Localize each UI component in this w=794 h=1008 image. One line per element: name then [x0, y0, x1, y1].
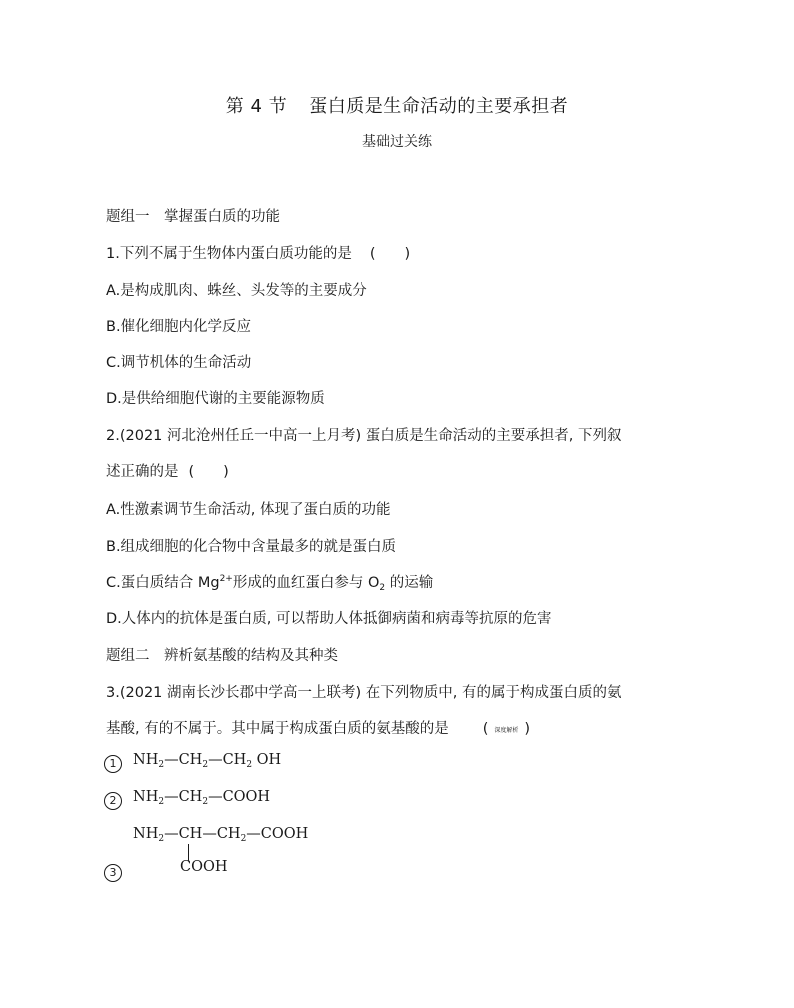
formula-part: —CH: [164, 789, 203, 805]
formula-subscript: 2: [240, 834, 247, 844]
q2-option-c-part3: 的运输: [385, 575, 434, 591]
question-2-stem-line1: 2.(2021 河北沧州任丘一中高一上月考) 蛋白质是生命活动的主要承担者, 下列叙: [106, 428, 622, 444]
question-2-stem-line2: [106, 460, 229, 481]
formula-part: —CH: [164, 752, 203, 768]
question-2-text: 述正确的是: [106, 464, 179, 480]
question-1-stem: [106, 242, 410, 263]
formula-3-branch: COOH: [180, 859, 228, 875]
group-2-heading: 题组二 辨析氨基酸的结构及其种类: [106, 648, 338, 664]
q2-option-c[interactable]: [106, 571, 433, 592]
formula-part: NH: [133, 752, 159, 768]
formula-subscript: 2: [158, 760, 165, 770]
formula-subscript: 2: [202, 760, 209, 770]
answer-bracket: ( ): [188, 464, 229, 480]
group-1-heading: 题组一 掌握蛋白质的功能: [106, 209, 280, 225]
formula-3-main: [133, 826, 308, 842]
answer-bracket: ( ): [369, 246, 411, 262]
item-number-1: 1: [104, 755, 122, 773]
formula-part: —CH—CH: [164, 826, 241, 842]
formula-subscript: 2: [202, 797, 209, 807]
formula-part: NH: [133, 826, 159, 842]
formula-part: —CH: [208, 752, 247, 768]
q2-option-c-part2: 形成的血红蛋白参与 O: [232, 575, 380, 591]
q1-option-d[interactable]: D.是供给细胞代谢的主要能源物质: [106, 391, 325, 407]
deep-analysis-tag: 深度解析: [494, 726, 519, 734]
formula-subscript: 2: [158, 834, 165, 844]
bracket-open: (: [482, 721, 489, 737]
q1-option-a[interactable]: A.是构成肌肉、蛛丝、头发等的主要成分: [106, 283, 367, 299]
o2-subscript: 2: [379, 583, 386, 593]
section-title: 蛋白质是生命活动的主要承担者: [309, 96, 569, 117]
q2-option-d[interactable]: D.人体内的抗体是蛋白质, 可以帮助人体抵御病菌和病毒等抗原的危害: [106, 611, 552, 627]
bracket-close: ): [524, 721, 531, 737]
formula-subscript: 2: [158, 797, 165, 807]
q1-option-c[interactable]: C.调节机体的生命活动: [106, 355, 252, 371]
question-1-text: 1.下列不属于生物体内蛋白质功能的是: [106, 246, 352, 262]
formula-part: —COOH: [246, 826, 309, 842]
formula-2: [133, 789, 270, 805]
section-number: 第 4 节: [225, 96, 288, 117]
q2-option-a[interactable]: A.性激素调节生命活动, 体现了蛋白质的功能: [106, 502, 391, 518]
page-title: [0, 92, 794, 118]
formula-part: OH: [252, 752, 282, 768]
q2-option-b[interactable]: B.组成细胞的化合物中含量最多的就是蛋白质: [106, 539, 397, 555]
formula-part: —COOH: [208, 789, 271, 805]
mg-charge: 2+: [219, 574, 233, 584]
question-3-text: 基酸, 有的不属于。其中属于构成蛋白质的氨基酸的是: [106, 721, 449, 737]
item-number-3: 3: [104, 864, 122, 882]
question-3-stem-line1: 3.(2021 湖南长沙长郡中学高一上联考) 在下列物质中, 有的属于构成蛋白质的氨: [106, 685, 622, 701]
question-3-stem-line2: [106, 717, 530, 738]
formula-subscript: 2: [246, 760, 253, 770]
q2-option-c-part1: C.蛋白质结合 Mg: [106, 575, 220, 591]
formula-1: [133, 752, 281, 768]
q1-option-b[interactable]: B.催化细胞内化学反应: [106, 319, 252, 335]
page-subtitle: 基础过关练: [362, 134, 432, 150]
item-number-2: 2: [104, 792, 122, 810]
formula-part: NH: [133, 789, 159, 805]
